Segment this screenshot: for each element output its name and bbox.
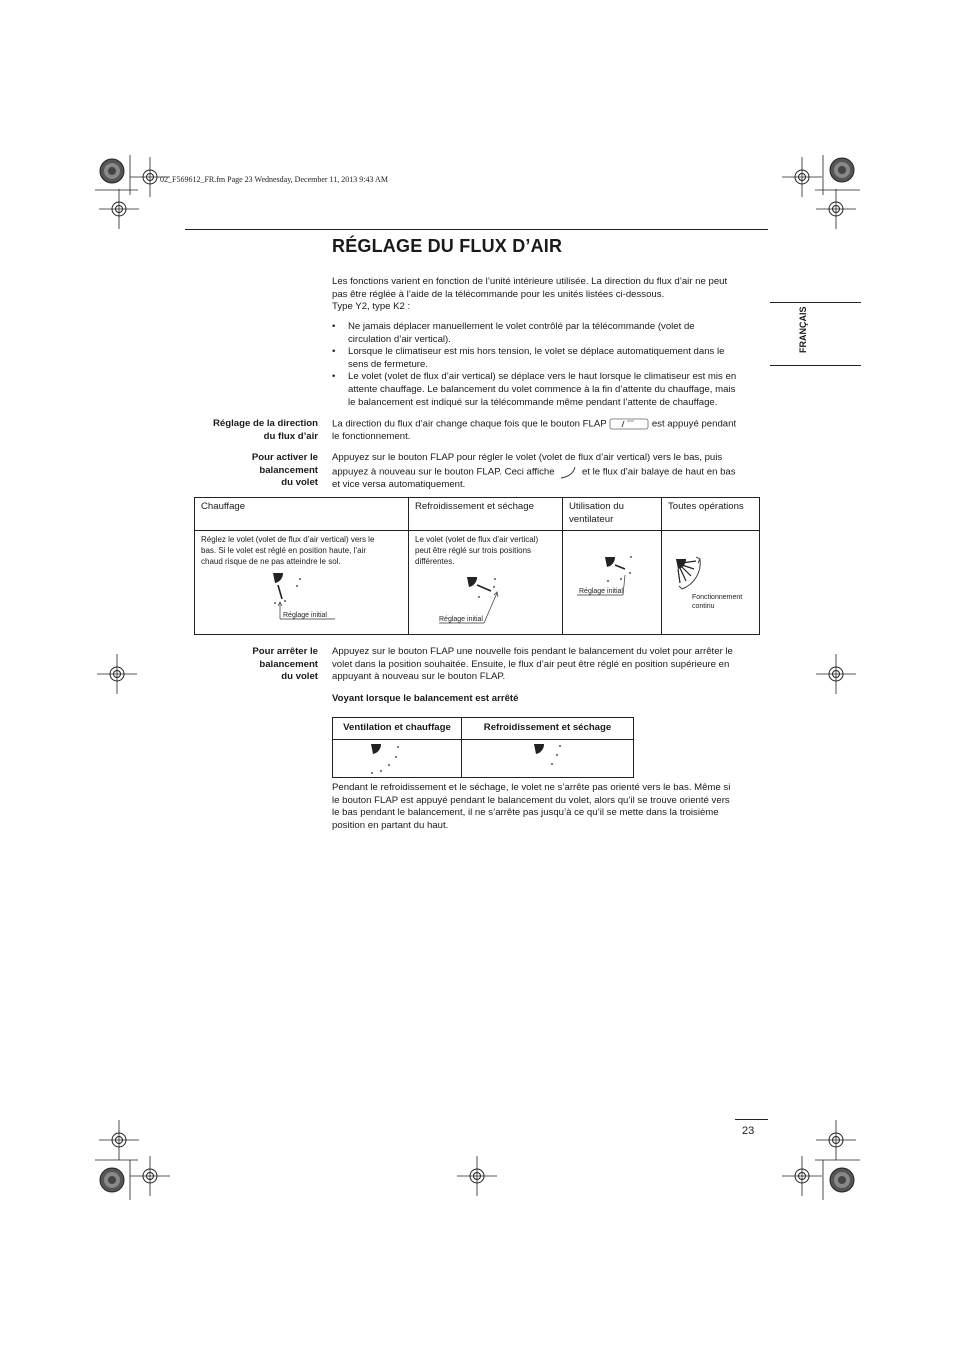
continuous-operation-label: continu — [692, 603, 715, 610]
intro-line: Type Y2, type K2 : — [332, 301, 411, 313]
page-number-rule — [735, 1119, 768, 1120]
activate-paragraph: Appuyez sur le bouton FLAP pour régler le volet (volet de flux d’air vertical) vers le bas, puis appuyez à nouveau sur le bouton FLAP. Ceci affiche et le flux d’air balaye de haut en bas et vice versa automatiquement. — [332, 452, 736, 490]
title-rule — [185, 229, 768, 230]
warning-list — [332, 321, 762, 409]
indicator-heading: Voyant lorsque le balancement est arrêté — [332, 693, 519, 704]
page-number: 23 — [742, 1125, 755, 1137]
initial-setting-label: Réglage initial — [579, 588, 623, 595]
cooling-description: Le volet (volet de flux d’air vertical) peut être réglé sur trois positions différentes. — [415, 535, 539, 566]
header-fan: Utilisation du ventilateur — [569, 501, 624, 525]
flap-cooling-diagram — [439, 573, 539, 629]
section-label-stop: Pour arrêter le balancement du volet — [252, 646, 318, 683]
intro-paragraph — [332, 276, 762, 314]
page-title: RÉGLAGE DU FLUX D’AIR — [332, 236, 563, 256]
intro-line: Les fonctions varient en fonction de l’unité intérieure utilisée. La direction du flux d’air ne peut — [332, 276, 728, 287]
flap-button-icon — [609, 418, 649, 430]
section-label-activate: Pour activer le balancement du volet — [251, 452, 318, 489]
header-cooling-drying: Refroidissement et séchage — [483, 722, 612, 733]
indicator-cooling-icon — [530, 741, 590, 777]
stop-paragraph: Appuyez sur le bouton FLAP une nouvelle fois pendant le balancement du volet pour arrêter le volet dans la position souhaitée. Ensuite, le flux d’air peut être réglé en position supérieure en appuyant à nouveau sur le bouton FLAP. — [332, 646, 733, 683]
intro-line: pas être réglée à l’aide de la télécommande pour les unités listées ci-dessous. — [332, 288, 665, 300]
header-ventilation-heating: Ventilation et chauffage — [343, 722, 451, 733]
closing-paragraph: Pendant le refroidissement et le séchage, le volet ne s’arrête pas orienté vers le bas. Même si le bouton FLAP est appuyé pendant le balancement du volet, alors qu’il se trouve orienté vers le bas pendant le balancement, il ne s’arrête pas jusqu’à ce qu’il se mette dans la troisième position en partant du haut. — [332, 782, 731, 831]
header-cooling: Refroidissement et séchage — [415, 501, 534, 512]
initial-setting-label: Réglage initial — [439, 616, 483, 623]
list-item: • Lorsque le climatiseur est mis hors tension, le volet se déplace automatiquement dans le sens de fermeture. — [332, 346, 762, 371]
language-tab — [770, 302, 861, 366]
flap-fan-diagram — [563, 551, 659, 621]
header-heating: Chauffage — [201, 501, 246, 512]
list-item: • Le volet (volet de flux d’air vertical) se déplace vers le haut lorsque le climatiseur est mis en attente chauffage. Le balancement du volet commence à la fin d’attente du chauffage, mais le balancement est indiqué sur la télécommande même pendant l’attente de chauffage. — [332, 371, 762, 409]
operation-table — [194, 497, 760, 635]
indicator-table — [332, 717, 634, 778]
direction-paragraph: La direction du flux d’air change chaque fois que le bouton FLAP est appuyé pendant le fonctionnement. — [332, 418, 737, 443]
section-label-direction: Réglage de la direction du flux d’air — [212, 418, 318, 442]
language-label: FRANÇAIS — [798, 306, 808, 353]
file-header: 02_F569612_FR.fm Page 23 Wednesday, December 11, 2013 9:43 AM — [160, 175, 388, 184]
list-item: • Ne jamais déplacer manuellement le volet contrôlé par la télécommande (volet de circulation d’air vertical). — [332, 321, 762, 346]
continuous-operation-label: Fonctionnement — [692, 594, 743, 601]
header-all-operations: Toutes opérations — [668, 501, 744, 512]
flap-continuous-diagram — [662, 551, 760, 621]
indicator-heating-icon — [365, 741, 425, 777]
swing-icon — [557, 465, 579, 479]
flap-heating-diagram — [265, 571, 355, 627]
heating-description: Réglez le volet (volet de flux d’air vertical) vers le bas. Si le volet est réglé en position haute, l’air chaud risque de ne pas atteindre le sol. — [201, 535, 375, 566]
initial-setting-label: Réglage initial — [283, 612, 327, 619]
